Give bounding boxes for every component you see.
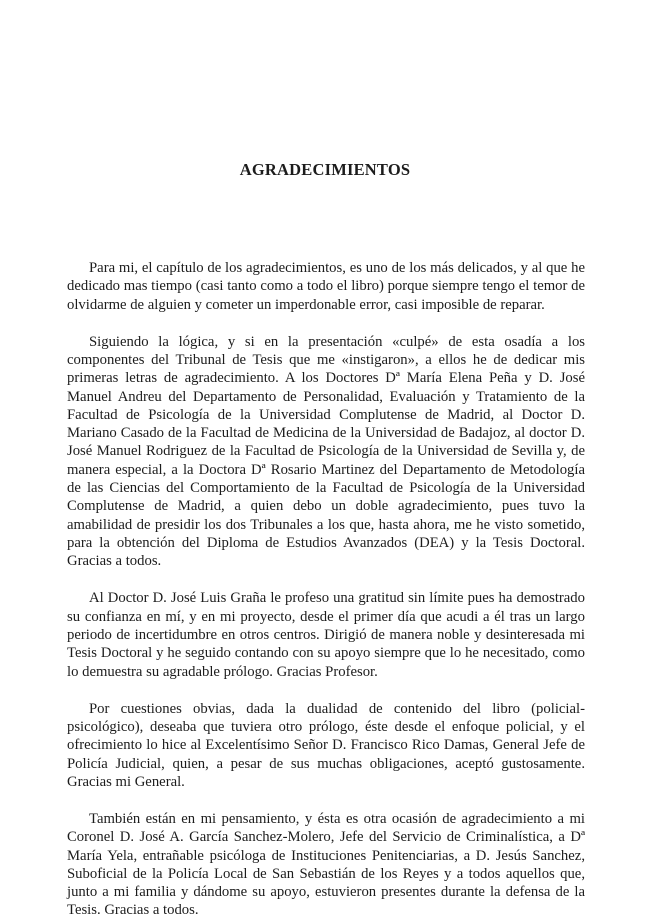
document-body [67, 259, 585, 920]
paragraph-1: Para mi, el capítulo de los agradecimientos, es uno de los más delicados, y al que he dedicado mas tiempo (casi tanto como a todo el libro) porque siempre tengo el temor de olvidarme de alguien y cometer un imperdonable error, casi imposible de reparar. [67, 260, 585, 313]
paragraph-2: Siguiendo la lógica, y si en la presentación «culpé» de esta osadía a los componentes del Tribunal de Tesis que me «instigaron», a ellos he de dedicar mis primeras letras de agradecimiento. A los Doctores Dª María Elena Peña y D. José Manuel Andreu del Departamento de Personalidad, Evaluación y Tratamiento de la Facultad de Psicología de la Universidad Complutense de Madrid, al Doctor D. Mariano Casado de la Facultad de Medicina de la Universidad de Badajoz, al doctor D. José Manuel Rodriguez de la Facultad de Psicología de la Universidad de Sevilla y, de manera especial, a la Doctora Dª Rosario Martinez del Departamento de Metodología de las Ciencias del Comportamiento de la Facultad de Psicología de la Universidad Complutense de Madrid, a quien debo un doble agradecimiento, pues tuvo la amabilidad de presidir los dos Tribunales a los que, hasta ahora, me he visto sometido, para la obtención del Diploma de Estudios Avanzados (DEA) y la Tesis Doctoral. Gracias a todos. [67, 333, 585, 570]
page-title: AGRADECIMIENTOS [239, 160, 411, 179]
paragraph-4: Por cuestiones obvias, dada la dualidad de contenido del libro (policial-psicológico), deseaba que tuviera otro prólogo, éste desde el enfoque policial, y el ofrecimiento lo hice al Excelentísimo Señor D. Francisco Rico Damas, General Jefe de Policía Judicial, quien, a pesar de sus muchas obligaciones, aceptó gustosamente. Gracias mi General. [67, 700, 585, 790]
paragraph-5: También están en mi pensamiento, y ésta es otra ocasión de agradecimiento a mi Coronel D. José A. García Sanchez-Molero, Jefe del Servicio de Criminalística, a Dª María Yela, entrañable psicóloga de Instituciones Penitenciarias, a D. Jesús Sanchez, Suboficial de la Policía Local de San Sebastián de los Reyes y a todos aquellos que, junto a mi familia y dándome su apoyo, estuvieron presentes durante la defensa de la Tesis. Gracias a todos. [67, 810, 585, 919]
paragraph-3: Al Doctor D. José Luis Graña le profeso una gratitud sin límite pues ha demostrado su confianza en mí, y en mi proyecto, desde el primer día que acudi a él tras un largo periodo de incertidumbre en otros centros. Dirigió de manera noble y desinteresada mi Tesis Doctoral y he seguido contando con su apoyo siempre que lo he necesitado, como lo demuestra su agradable prólogo. Gracias Profesor. [67, 590, 585, 680]
